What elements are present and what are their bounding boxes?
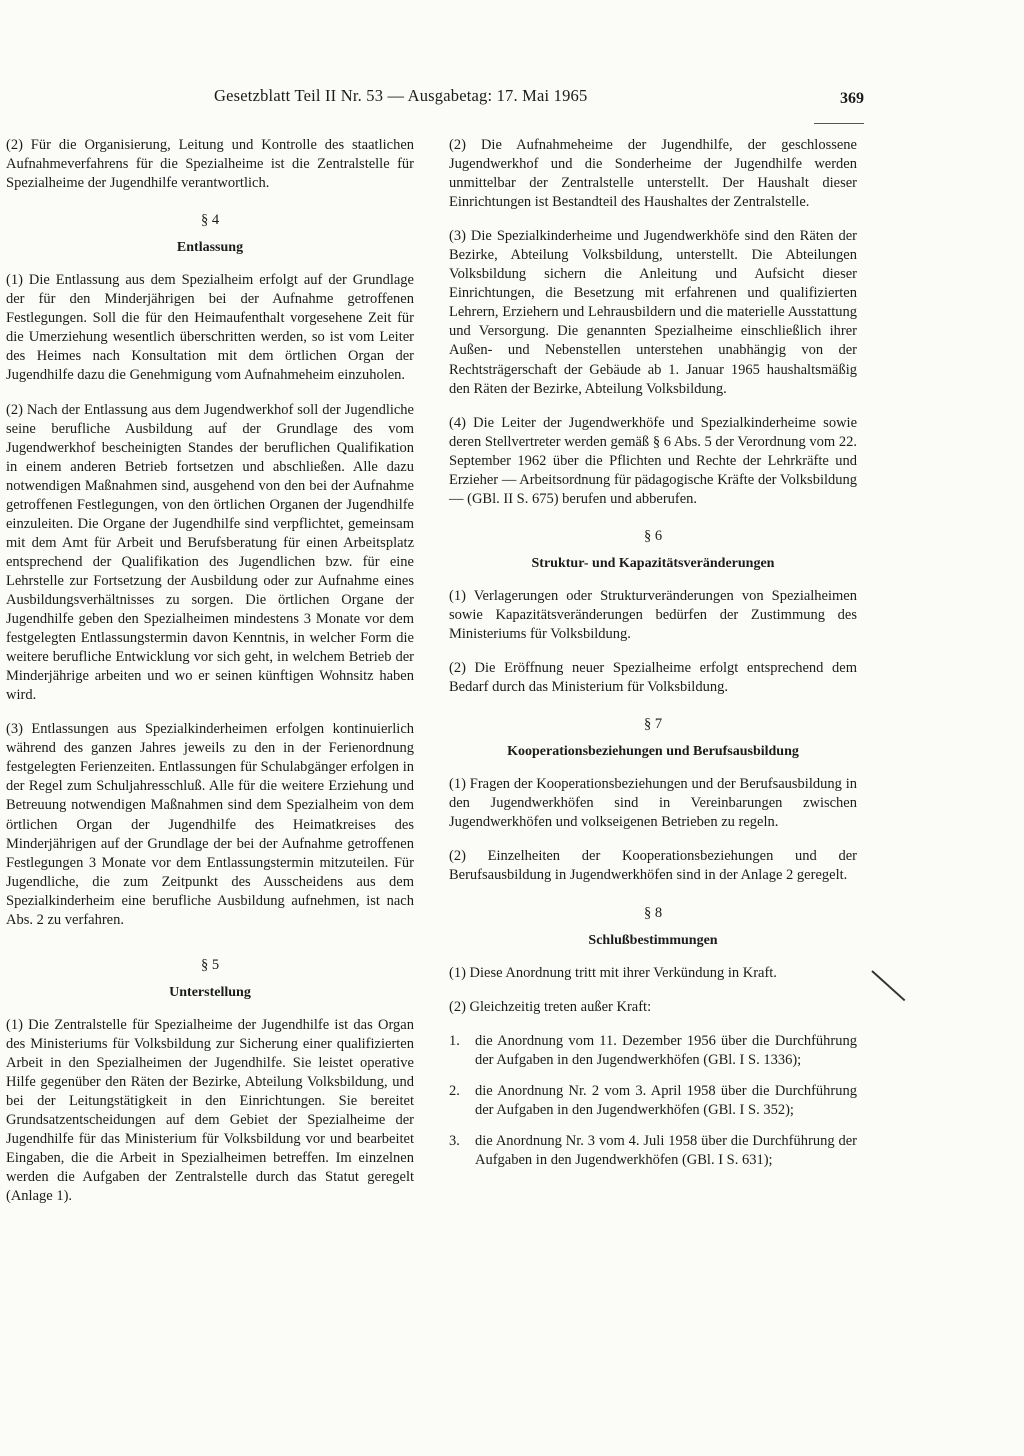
list-item-number: 3.: [449, 1132, 460, 1149]
section-number: § 5: [200, 956, 220, 973]
repealed-list: [449, 1032, 857, 1170]
paragraph: (3) Entlassungen aus Spezialkinderheimen erfolgen kontinuierlich während des ganzen Jahres jeweils zu den in der Ferienordnung festgelegten Ferienzeiten. Entlassungen für Schulabgänger erfolgen in der Regel zum Schuljahresschluß. Alle für die weitere Erziehung und Betreuung notwendigen Maßnahmen sind dem Spezialheim von dem örtlichen Organ der Jugendhilfe des Heimatkreises des Minderjährigen auf der Grundlage der bei der Aufnahme getroffenen Festlegungen 3 Monate vor dem Entlassungstermin mitzuteilen. Für Jugendliche, die zum Zeitpunkt des Ausscheidens aus dem Spezialkinderheim eine berufliche Ausbildung aufnehmen, ist nach Abs. 2 zu verfahren.: [6, 721, 414, 928]
list-item-text: die Anordnung Nr. 3 vom 4. Juli 1958 über die Durchführung der Aufgaben in den Jugendwerkhöfen (GBl. I S. 631);: [475, 1132, 857, 1168]
list-item: [449, 1132, 857, 1170]
paragraph: (1) Verlagerungen oder Strukturveränderungen von Spezialheimen sowie Kapazitätsveränderungen bedürfen der Zustimmung des Ministeriums für Volksbildung.: [449, 587, 857, 643]
list-item-number: 2.: [449, 1082, 460, 1099]
list-item: [449, 1082, 857, 1120]
page-header: [214, 86, 864, 116]
section-number: § 4: [200, 212, 220, 229]
paragraph: (1) Die Zentralstelle für Spezialheime der Jugendhilfe ist das Organ des Ministeriums für Volksbildung zur Sicherung einer qualifizierten Arbeit in den Spezialheimen der Jugendhilfe. Sie leistet operative Hilfe gegenüber den Räten der Bezirke, Abteilung Volksbildung, und bei der Leitungstätigkeit in den Einrichtungen. Sie bereitet Grundsatzentscheidungen auf dem Gebiet der Spezialheime der Jugendhilfe für das Ministerium für Volksbildung vor und bearbeitet Eingaben, die die Arbeit in Spezialheimen betreffen. Im einzelnen werden die Aufgaben der Zentralstelle durch das Statut geregelt (Anlage 1).: [6, 1016, 414, 1205]
paragraph: (2) Gleichzeitig treten außer Kraft:: [449, 998, 652, 1015]
section-title: Schlußbestimmungen: [588, 932, 718, 948]
section-title: Unterstellung: [169, 984, 251, 1000]
paragraph: (2) Die Aufnahmeheime der Jugendhilfe, der geschlossene Jugendwerkhof und die Sonderheime der Jugendhilfe werden unmittelbar der Zentralstelle unterstellt. Der Haushalt dieser Einrichtungen ist Bestandteil des Haushaltes der Zentralstelle.: [449, 137, 857, 211]
paragraph: (2) Einzelheiten der Kooperationsbeziehungen und der Berufsausbildung in Jugendwerkhöfen sind in der Anlage 2 geregelt.: [449, 848, 857, 884]
paragraph: (1) Fragen der Kooperationsbeziehungen und der Berufsausbildung in den Jugendwerkhöfen sind in Vereinbarungen zwischen Jugendwerkhöfen und volkseigenen Betrieben zu regeln.: [449, 776, 857, 831]
paragraph: (3) Die Spezialkinderheime und Jugendwerkhöfe sind den Räten der Bezirke, Abteilung Volksbildung, unterstellt. Die Abteilungen Volksbildung sichern die Anleitung und Aufsicht dieser Einrichtungen, die Besetzung mit erfahrenen und qualifizierten Lehrern, Erziehern und Lehrausbildern und die materielle Ausstattung und Versorgung. Die genannten Spezialheime einschließlich ihrer Außen- und Nebenstellen unterstehen unabhängig von der Rechtsträgerschaft der Gebäude ab 1. Januar 1965 haushaltsmäßig den Räten der Bezirke, Abteilung Volksbildung.: [449, 228, 857, 397]
right-column: [449, 136, 857, 1182]
section-number: § 8: [643, 904, 663, 921]
paragraph: (2) Für die Organisierung, Leitung und Kontrolle des staatlichen Aufnahmeverfahrens für die Spezialheime ist die Zentralstelle für Spezialheime der Jugendhilfe verantwortlich.: [6, 137, 414, 192]
list-item-text: die Anordnung vom 11. Dezember 1956 über die Durchführung der Aufgaben in den Jugendwerkhöfen (GBl. I S. 1336);: [475, 1032, 857, 1068]
paragraph: (4) Die Leiter der Jugendwerkhöfe und Spezialkinderheime sowie deren Stellvertreter werden gemäß § 6 Abs. 5 der Verordnung vom 22. September 1962 über die Pflichten und Rechte der Lehrkräfte und Erzieher — Arbeitsordnung für pädagogische Kräfte der Volksbildung — (GBl. II S. 675) berufen und abberufen.: [449, 414, 857, 507]
header-rule: [814, 123, 864, 124]
page-number: 369: [840, 90, 864, 107]
list-item-text: die Anordnung Nr. 2 vom 3. April 1958 über die Durchführung der Aufgaben in den Jugendwerkhöfen (GBl. I S. 352);: [475, 1082, 857, 1118]
paragraph: (2) Die Eröffnung neuer Spezialheime erfolgt entsprechend dem Bedarf durch das Ministerium für Volksbildung.: [449, 660, 857, 696]
margin-pen-mark: [871, 970, 905, 1001]
section-number: § 6: [643, 527, 663, 544]
left-column: [6, 136, 414, 1221]
section-title: Struktur- und Kapazitätsveränderungen: [531, 555, 775, 571]
paragraph: (2) Nach der Entlassung aus dem Jugendwerkhof soll der Jugendliche seine berufliche Ausbildung auf der Grundlage des vom Jugendwerkhof bescheinigten Standes der beruflichen Qualifikation in einem anderen Betrieb fortsetzen und abschließen. Alle dazu notwendigen Maßnahmen sind, ausgehend von den bei der Aufnahme getroffenen Festlegungen, von den örtlichen Organen der Jugendhilfe einzuleiten. Die Organe der Jugendhilfe sind verpflichtet, gemeinsam mit dem Amt für Arbeit und Berufsberatung für einen Arbeitsplatz entsprechend der Qualifikation des Jugendlichen bzw. für eine Lehrstelle zur Fortsetzung der Ausbildung oder zur Aufnahme eines Ausbildungsverhältnisses zu sorgen. Die örtlichen Organe der Jugendhilfe geben den Spezialheimen mindestens 3 Monate vor dem festgelegten Entlassungstermin davon Kenntnis, in welcher Form die weitere berufliche Entwicklung vor sich geht, in welchem Betrieb der Minderjährige arbeiten und wo er seinen künftigen Wohnsitz haben wird.: [6, 401, 414, 704]
section-title: Kooperationsbeziehungen und Berufsausbildung: [507, 744, 799, 760]
list-item: [449, 1032, 857, 1070]
paragraph: (1) Die Entlassung aus dem Spezialheim erfolgt auf der Grundlage der für den Minderjährigen bei der Aufnahme getroffenen Festlegungen. Soll die für den Heimaufenthalt vorgesehene Zeit für die Umerziehung wesentlich überschritten werden, so ist vom Leiter des Heimes nach Konsultation mit dem örtlichen Organ der Jugendhilfe dazu die Genehmigung vom Aufnahmeheim einzuholen.: [6, 272, 414, 384]
list-item-number: 1.: [449, 1032, 460, 1049]
paragraph: (1) Diese Anordnung tritt mit ihrer Verkündung in Kraft.: [449, 964, 777, 981]
gazette-title: Gesetzblatt Teil II Nr. 53 — Ausgabetag: 17. Mai 1965: [214, 86, 588, 105]
section-title: Entlassung: [176, 240, 244, 256]
section-number: § 7: [643, 716, 663, 733]
